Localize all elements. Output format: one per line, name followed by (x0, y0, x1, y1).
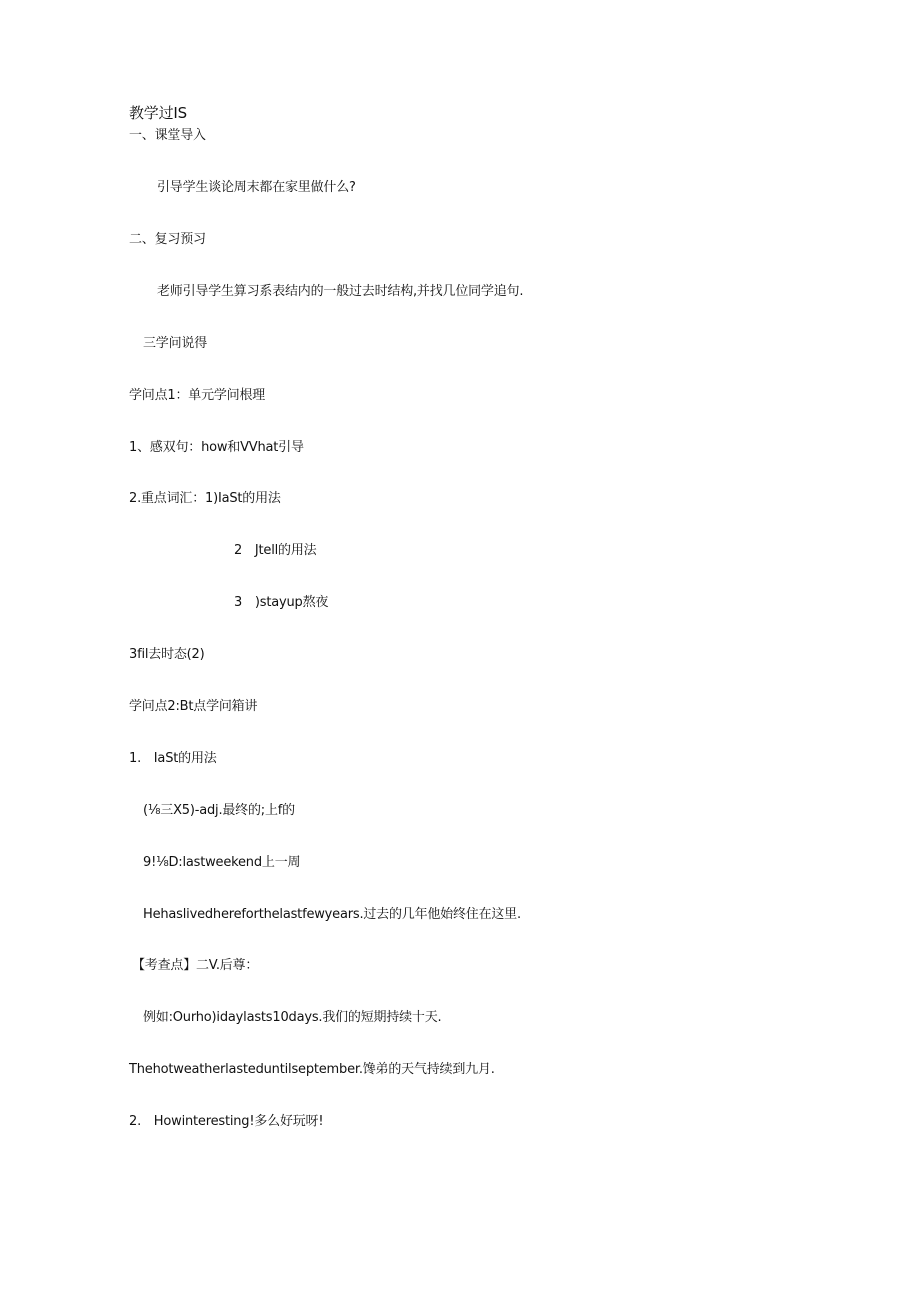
list-item-tense: 3fil去时态(2) (129, 647, 205, 662)
paragraph-review: 老师引导学生算习系表结内的一般过去时结构,并找几位同学追句. (157, 284, 524, 299)
document-title: 教学过IS (129, 104, 187, 122)
exam-point: 【考查点】二V.后尊： (132, 958, 259, 973)
paragraph-intro: 引导学生谈论周末都在家里做什么? (157, 180, 356, 195)
list-item-how-interesting: 2. Howinteresting!多么好玩呀! (129, 1114, 324, 1129)
section-heading-intro: 一、课堂导入 (129, 128, 206, 143)
example-lived-here: Hehaslivedhereforthelastfewyears.过去的几年他始终住在这里. (143, 907, 521, 922)
list-item-vocabulary: 2.重点词汇：1)IaSt的用法 (129, 491, 281, 506)
vocabulary-item-2: 2 Jtell的用法 (234, 543, 317, 558)
vocabulary-item-3: 3 )stayup熬夜 (234, 595, 329, 610)
knowledge-point-1: 学问点1：单元学问根理 (129, 388, 266, 403)
section-heading-knowledge: 三学问说得 (143, 336, 208, 351)
list-item-last-usage: 1. IaSt的用法 (129, 751, 217, 766)
knowledge-point-2: 学问点2:Bt点学问箱讲 (129, 699, 258, 714)
example-holiday: 例如:Ourho)idaylasts10days.我们的短期持续十天. (143, 1010, 442, 1025)
example-last-weekend: 9!⅛D:lastweekend上一周 (143, 855, 301, 870)
definition-adj: (⅛三X5)-adj.最终的;上f的 (143, 803, 295, 818)
section-heading-review: 二、复习预习 (129, 232, 206, 247)
list-item-sentence: 1、感双句：how和VVhat引导 (129, 440, 304, 455)
example-hot-weather: Thehotweatherlasteduntilseptember.馋弟的天气持续到九月. (129, 1062, 495, 1077)
